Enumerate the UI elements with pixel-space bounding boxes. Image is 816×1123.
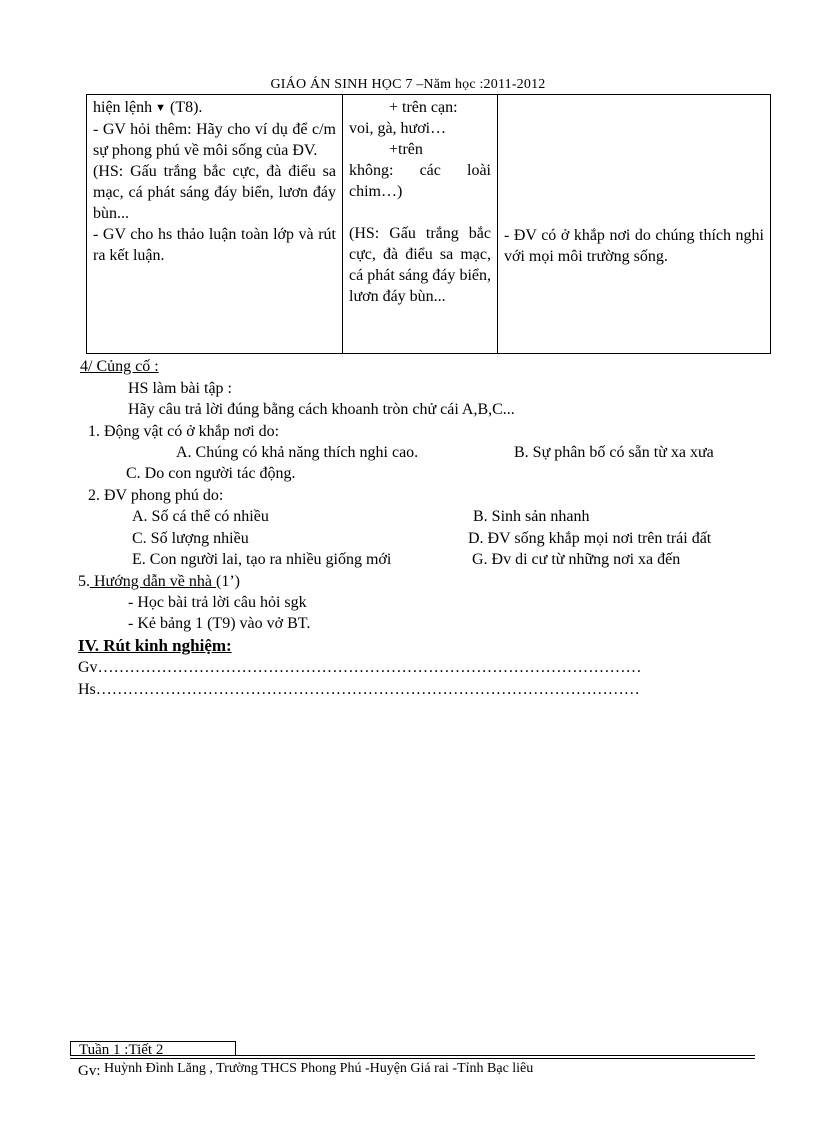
cell-line: + trên cạn: [389,99,458,116]
answer-option: B. Sự phân bố có sẵn từ xa xưa [514,444,714,461]
cell-line: hiện lệnh ▼ (T8). [93,97,336,119]
triangle-down-icon: ▼ [155,102,166,114]
cell-paragraph: - ĐV có ở khắp nơi do chúng thích nghi với mọi môi trường sống. [504,227,764,265]
answer-option: C. Do con người tác động. [126,465,296,482]
page-header-title: GIÁO ÁN SINH HỌC 7 –Năm học :2011-2012 [270,77,546,92]
cell-paragraph: - GV hỏi thêm: Hãy cho ví dụ để c/m sự phong phú về môi sống của ĐV. [93,121,336,159]
answer-option: A. Chúng có khả năng thích nghi cao. [176,444,419,461]
answer-option: C. Số lượng nhiều [132,530,249,547]
footer-divider [70,1055,755,1056]
question-2: 2. ĐV phong phú do: [88,487,224,504]
footer-week-box: Tuần 1 :Tiết 2 [70,1041,236,1056]
content-cell [498,95,771,354]
answer-option: G. Đv di cư từ những nơi xa đến [472,551,681,568]
hs-notes-line: Hs………………………………………………………………………………………… [78,681,640,698]
lesson-table [86,94,771,354]
section-5-heading: 5. Hướng dẫn về nhà (1’) [78,573,240,590]
homework-item: - Kẻ bảng 1 (T9) vào vở BT. [128,615,311,632]
cell-line: không: các loài chim…) [349,162,491,200]
answer-option: E. Con người lai, tạo ra nhiều giống mới [132,551,392,568]
cell-paragraph: (HS: Gấu trắng bắc cực, đà điểu sa mạc, cá phát sáng đáy biển, lươn đáy bùn... [349,225,491,305]
answer-option: A. Số cá thể có nhiều [132,508,269,525]
answer-option: D. ĐV sống khắp mọi nơi trên trái đất [468,530,712,547]
gv-notes-line: Gv………………………………………………………………………………………… [78,659,642,676]
homework-item: - Học bài trả lời câu hỏi sgk [128,594,307,611]
section-iv-heading: IV. Rút kinh nghiệm: [78,636,232,655]
footer-author: Gv: Huỳnh Đình Lăng , Trường THCS Phong Phú -Huyện Giá rai -Tỉnh Bạc liêu [78,1061,534,1079]
student-activity-cell [343,95,498,354]
footer-divider [70,1058,755,1059]
teacher-activity-cell [87,95,343,354]
answer-option: B. Sinh sản nhanh [473,508,590,525]
exercise-instruction: HS làm bài tập : [128,380,232,397]
cell-paragraph: (HS: Gấu trắng bắc cực, đà điểu sa mạc, cá phát sáng đáy biển, lươn đáy bùn... [93,163,336,222]
cell-line: voi, gà, hươi… [349,120,447,137]
table-row [87,95,771,354]
exercise-instruction: Hãy câu trả lời đúng bằng cách khoanh tròn chử cái A,B,C... [128,401,515,418]
cell-line: +trên [389,141,423,158]
section-4-heading: 4/ Củng cố : [80,358,159,375]
cell-paragraph: - GV cho hs thảo luận toàn lớp và rút ra kết luận. [93,226,336,264]
question-1: 1. Động vật có ở khắp nơi do: [88,423,280,440]
